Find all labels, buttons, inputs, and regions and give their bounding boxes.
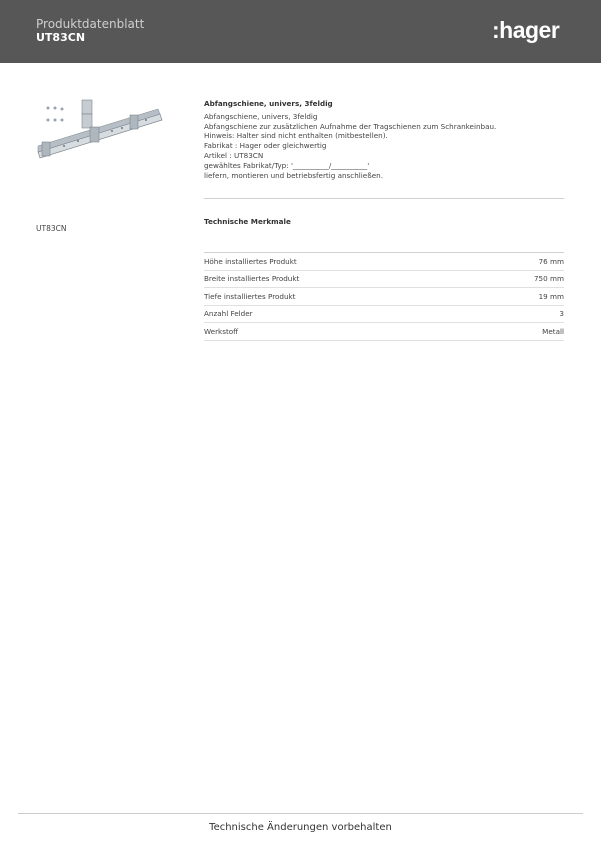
spec-label: Tiefe installiertes Produkt <box>204 292 296 301</box>
description-line: Hinweis: Halter sind nicht enthalten (mitbestellen). <box>204 131 388 141</box>
section-divider <box>204 198 564 199</box>
spec-value: 76 mm <box>538 257 564 266</box>
header-bar <box>0 0 601 63</box>
side-product-code: UT83CN <box>36 224 67 233</box>
product-image <box>34 96 164 166</box>
spec-label: Breite installiertes Produkt <box>204 274 300 283</box>
specs-title: Technische Merkmale <box>204 217 291 226</box>
spec-row <box>204 252 564 271</box>
footer-divider <box>18 813 583 814</box>
hager-logo: :hager <box>492 17 560 43</box>
description-line: Abfangschiene, univers, 3feldig <box>204 111 318 121</box>
product-code-title: UT83CN <box>36 31 86 44</box>
spec-row <box>204 305 564 323</box>
description-line: Artikel : UT83CN <box>204 150 264 160</box>
description-line: liefern, montieren und betriebsfertig anschließen. <box>204 170 383 180</box>
spec-row <box>204 288 564 306</box>
spec-value: Metall <box>542 327 564 336</box>
spec-row <box>204 323 564 341</box>
description-line: gewähltes Fabrikat/Typ: '__________/__________' <box>204 160 370 170</box>
spec-label: Höhe installiertes Produkt <box>204 257 297 266</box>
spec-value: 19 mm <box>538 292 564 301</box>
spec-value: 3 <box>559 309 564 318</box>
spec-label: Werkstoff <box>204 327 239 336</box>
spec-row <box>204 270 564 288</box>
spec-value: 750 mm <box>533 274 564 283</box>
description-title: Abfangschiene, univers, 3feldig <box>204 99 333 108</box>
description-line: Abfangschiene zur zusätzlichen Aufnahme der Tragschienen zum Schrankeinbau. <box>204 121 497 131</box>
spec-label: Anzahl Felder <box>204 309 253 318</box>
description-line: Fabrikat : Hager oder gleichwertig <box>204 141 327 151</box>
footer-note: Technische Änderungen vorbehalten <box>209 822 392 833</box>
document-type: Produktdatenblatt <box>36 17 145 31</box>
product-description <box>204 99 564 180</box>
